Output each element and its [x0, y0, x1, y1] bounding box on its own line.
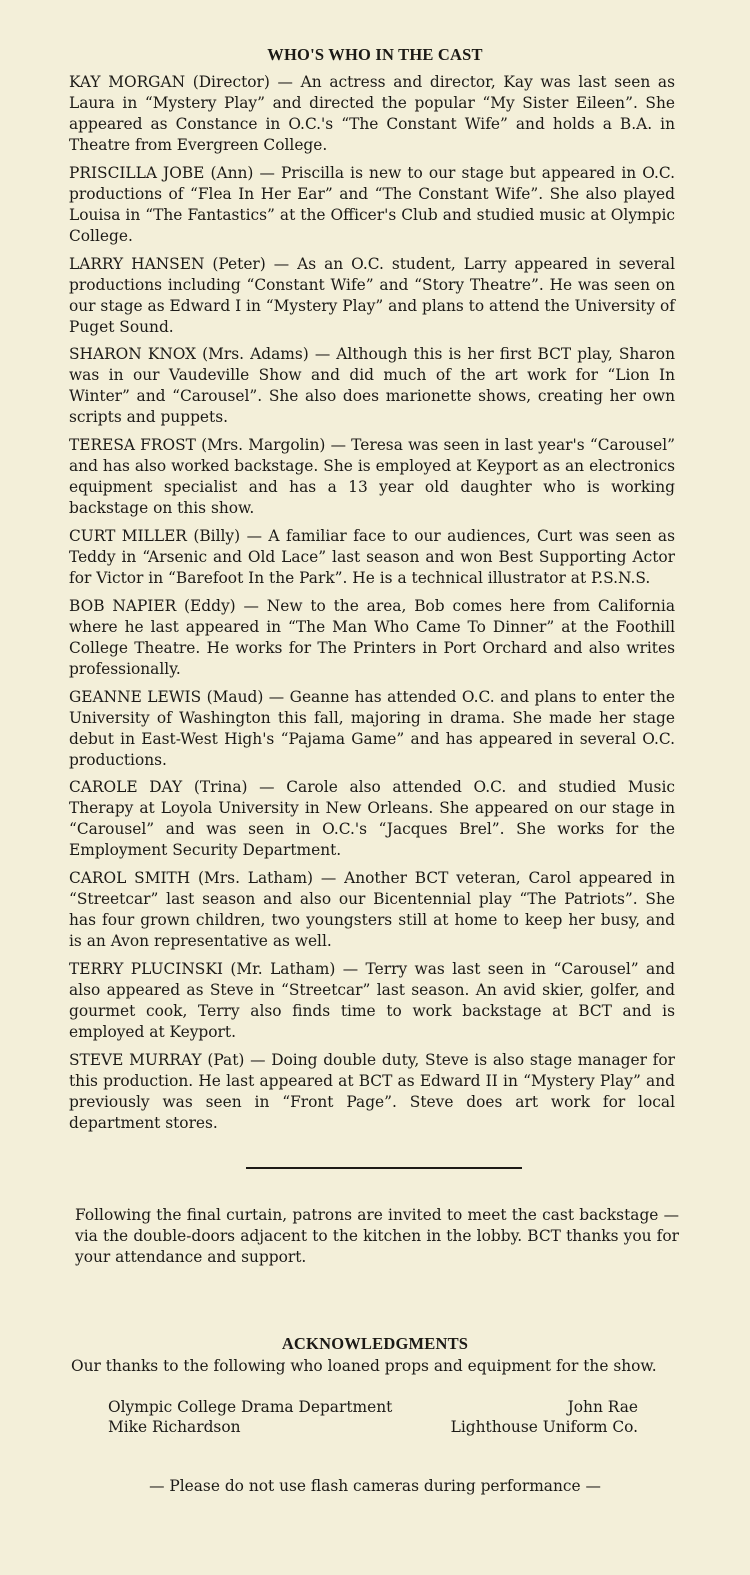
acknowledgment-name: Olympic College Drama Department: [108, 1398, 393, 1416]
cast-list: [69, 72, 675, 1141]
cast-entry-larry-hansen: LARRY HANSEN (Peter) — As an O.C. student, Larry appeared in several productions including “Constant Wife” and “Story Theatre”. He was seen on our stage as Edward I in “Mystery Play” and plans to attend the University of Puget Sound.: [69, 254, 675, 336]
acknowledgments-row: [108, 1417, 638, 1438]
cast-entry-geanne-lewis: GEANNE LEWIS (Maud) — Geanne has attended O.C. and plans to enter the University of Washington this fall, majoring in drama. She made her stage debut in East-West High's “Pajama Game” and has appeared in several O.C. productions.: [69, 687, 675, 769]
acknowledgments-row: [108, 1397, 638, 1418]
cast-entry-carole-day: CAROLE DAY (Trina) — Carole also attended O.C. and studied Music Therapy at Loyola University in New Orleans. She appeared on our stage in “Carousel” and was seen in O.C.'s “Jacques Brel”. She works for the Employment Security Department.: [69, 778, 675, 860]
cast-entry-carol-smith: CAROL SMITH (Mrs. Latham) — Another BCT veteran, Carol appeared in “Streetcar” last season and also our Bicentennial play “The Patriots”. She has four grown children, two youngsters still at home to keep her busy, and is an Avon representative as well.: [69, 869, 675, 951]
cast-entry-steve-murray: STEVE MURRAY (Pat) — Doing double duty, Steve is also stage manager for this production. He last appeared at BCT as Edward II in “Mystery Play” and previously was seen in “Front Page”. Steve does art work for local department stores.: [69, 1050, 675, 1132]
acknowledgment-name: Mike Richardson: [108, 1418, 241, 1436]
cast-section-title: WHO'S WHO IN THE CAST: [267, 45, 483, 64]
cast-entry-sharon-knox: SHARON KNOX (Mrs. Adams) — Although this is her first BCT play, Sharon was in our Vaudeville Show and did much of the art work for “Lion In Winter” and “Carousel”. She also does marionette shows, creating her own scripts and puppets.: [69, 345, 675, 427]
acknowledgments-title: ACKNOWLEDGMENTS: [281, 1334, 469, 1353]
cast-entry-terry-plucinski: TERRY PLUCINSKI (Mr. Latham) — Terry was last seen in “Carousel” and also appeared as Steve in “Streetcar” last season. An avid skier, golfer, and gourmet cook, Terry also finds time to work backstage at BCT and is employed at Keyport.: [69, 959, 675, 1041]
cast-entry-kay-morgan: KAY MORGAN (Director) — An actress and director, Kay was last seen as Laura in “Mystery Play” and directed the popular “My Sister Eileen”. She appeared as Constance in O.C.'s “The Constant Wife” and holds a B.A. in Theatre from Evergreen College.: [69, 73, 675, 154]
closing-note: Following the final curtain, patrons are invited to meet the cast backstage — via the double-doors adjacent to the kitchen in the lobby. BCT thanks you for your attendance and support.: [75, 1206, 679, 1266]
cast-entry-priscilla-jobe: PRISCILLA JOBE (Ann) — Priscilla is new to our stage but appeared in O.C. productions of “Flea In Her Ear” and “The Constant Wife”. She also played Louisa in “The Fantastics” at the Officer's Club and studied music at Olympic College.: [69, 163, 675, 245]
acknowledgment-name: Lighthouse Uniform Co.: [450, 1418, 638, 1436]
section-divider: [246, 1167, 522, 1169]
flash-camera-notice: — Please do not use flash cameras during performance —: [149, 1477, 601, 1495]
acknowledgment-name: John Rae: [567, 1398, 638, 1416]
cast-entry-curt-miller: CURT MILLER (Billy) — A familiar face to our audiences, Curt was seen as Teddy in “Arsenic and Old Lace” last season and won Best Supporting Actor for Victor in “Barefoot In the Park”. He is a technical illustrator at P.S.N.S.: [69, 526, 675, 587]
cast-entry-teresa-frost: TERESA FROST (Mrs. Margolin) — Teresa was seen in last year's “Carousel” and has also worked backstage. She is employed at Keyport as an electronics equipment specialist and has a 13 year old daughter who is working backstage on this show.: [69, 436, 675, 518]
acknowledgments-intro: Our thanks to the following who loaned props and equipment for the show.: [71, 1357, 657, 1375]
cast-entry-bob-napier: BOB NAPIER (Eddy) — New to the area, Bob comes here from California where he last appeared in “The Man Who Came To Dinner” at the Foothill College Theatre. He works for The Printers in Port Orchard and also writes professionally.: [69, 596, 675, 678]
